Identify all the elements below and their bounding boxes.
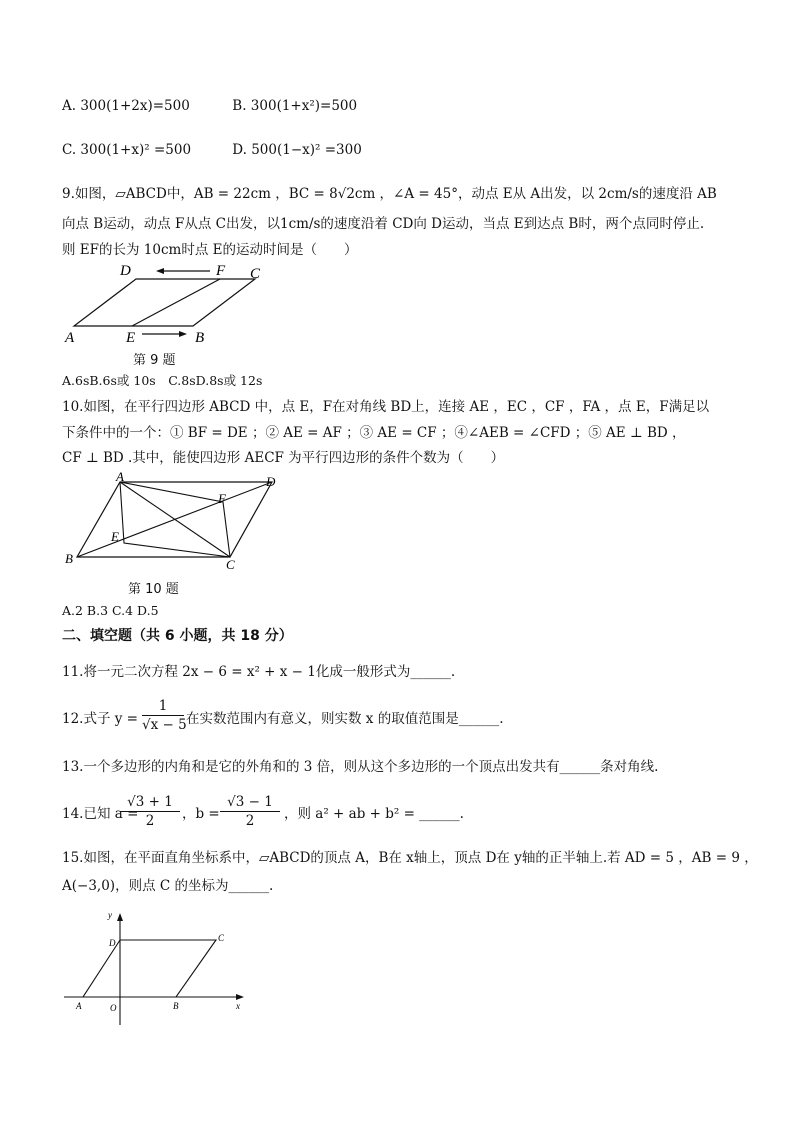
q15-label-c: C bbox=[218, 933, 225, 943]
q9-options: A.6sB.6s或 10s C.8sD.8s或 12s bbox=[62, 373, 263, 388]
q14-a-fraction bbox=[120, 793, 180, 831]
q14-mid: ，b = bbox=[182, 806, 220, 822]
q9-arrowhead-left bbox=[156, 268, 164, 274]
q10-text-line1: 10.如图，在平行四边形 ABCD 中，点 E，F在对角线 BD上，连接 AE ，EC ，CF ，FA ，点 E，F满足以 bbox=[62, 399, 710, 415]
q15-label-b: B bbox=[173, 1001, 179, 1011]
q15-figure bbox=[60, 905, 260, 1030]
q10-options: A.2 B.3 C.4 D.5 bbox=[62, 603, 159, 618]
q9-label-a: A bbox=[65, 330, 75, 346]
section2-title: 二、填空题（共 6 小题，共 18 分） bbox=[62, 628, 293, 644]
q15-y-arrow bbox=[117, 913, 123, 921]
q9-text-line1: 9.如图，▱ABCD中，AB = 22cm ，BC = 8√2cm ，∠A = 45°，动点 E从 A出发，以 2cm/s的速度沿 AB bbox=[62, 186, 717, 202]
q9-label-b: B bbox=[195, 330, 205, 346]
q15-label-x: x bbox=[236, 1001, 240, 1011]
q12-prefix: 12.式子 y = bbox=[62, 711, 138, 727]
q10-label-a: A bbox=[116, 472, 124, 484]
q12-suffix: 在实数范围内有意义，则实数 x 的取值范围是______. bbox=[186, 711, 504, 727]
q10-label-b: B bbox=[65, 551, 73, 566]
q10-label-d: D bbox=[266, 474, 276, 489]
q8-option-b: B. 300(1+x²)=500 bbox=[232, 98, 358, 114]
q12-fraction bbox=[142, 698, 187, 735]
q10-label-c: C bbox=[226, 557, 235, 572]
q8-option-c: C. 300(1+x)² =500 bbox=[62, 142, 192, 158]
q9-label-c: C bbox=[250, 266, 261, 282]
q10-text-line2: 下条件中的一个：① BF = DE ；② AE = AF ；③ AE = CF ；④∠AEB = ∠CFD ；⑤ AE ⊥ BD ， bbox=[62, 425, 686, 441]
q9-parallelogram bbox=[74, 279, 255, 326]
q10-label-f: F bbox=[218, 491, 226, 506]
q8-option-d: D. 500(1−x)² =300 bbox=[232, 142, 362, 158]
q9-figure bbox=[60, 258, 270, 348]
q15-text-line1: 15.如图，在平面直角坐标系中，▱ABCD的顶点 A，B在 x轴上，顶点 D在 y轴的正半轴上.若 AD = 5 ，AB = 9 ， bbox=[62, 850, 758, 866]
q15-x-arrow bbox=[236, 994, 244, 1000]
q10-label-e: E bbox=[111, 529, 119, 544]
q10-figure bbox=[62, 472, 292, 577]
q14-b-fraction bbox=[220, 793, 280, 831]
q10-text-line3: CF ⊥ BD .其中，能使四边形 AECF 为平行四边形的条件个数为（ ） bbox=[62, 450, 505, 466]
q15-label-y: y bbox=[108, 910, 112, 920]
q15-label-o: O bbox=[110, 1003, 117, 1013]
q15-parallelogram bbox=[83, 940, 216, 997]
q15-text-line2: A(−3,0)，则点 C 的坐标为______. bbox=[62, 878, 274, 894]
q12-numerator: 1 bbox=[142, 698, 184, 716]
q8-option-a: A. 300(1+2x)=500 bbox=[62, 98, 190, 114]
q12-denominator: √x − 5 bbox=[142, 717, 187, 733]
q14-b-denominator: 2 bbox=[245, 813, 255, 829]
q9-label-f: F bbox=[216, 263, 226, 279]
q14-b-numerator: √3 − 1 bbox=[220, 793, 280, 812]
q9-caption: 第 9 题 bbox=[133, 353, 176, 368]
q8-options-row2 bbox=[62, 141, 362, 159]
q14-a-denominator: 2 bbox=[145, 813, 155, 829]
q14-suffix: ，则 a² + ab + b² = ______. bbox=[284, 806, 464, 822]
q9-label-e: E bbox=[126, 330, 136, 346]
q11-text: 11.将一元二次方程 2x − 6 = x² + x − 1化成一般形式为______. bbox=[62, 664, 456, 680]
q13-text: 13.一个多边形的内角和是它的外角和的 3 倍，则从这个多边形的一个顶点出发共有______条对角线. bbox=[62, 759, 659, 775]
q15-label-d: D bbox=[109, 938, 116, 948]
q15-label-a: A bbox=[76, 1001, 82, 1011]
q9-arrowhead-right bbox=[179, 331, 187, 337]
q8-options-row1 bbox=[62, 97, 357, 115]
q9-label-d: D bbox=[120, 263, 131, 279]
q10-caption: 第 10 题 bbox=[128, 582, 179, 597]
q9-segment-ef bbox=[132, 279, 220, 326]
q9-text-line2: 向点 B运动，动点 F从点 C出发，以1cm/s的速度沿着 CD向 D运动，当点 E到达点 B时，两个点同时停止. bbox=[62, 216, 705, 232]
q14-a-numerator: √3 + 1 bbox=[120, 793, 180, 812]
q9-text-line3: 则 EF的长为 10cm时点 E的运动时间是（ ） bbox=[62, 242, 358, 258]
q14-prefix: 14.已知 a = bbox=[62, 806, 139, 822]
q10-diagonal-ac bbox=[120, 482, 230, 557]
